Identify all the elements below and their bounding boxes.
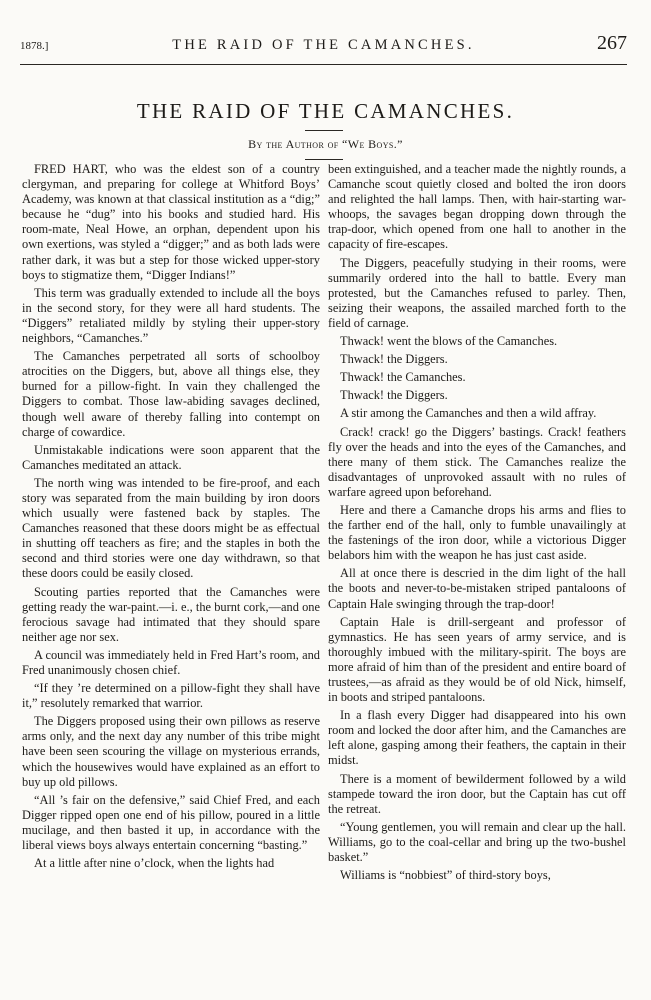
paragraph: Williams is “nobbiest” of third-story boys, — [340, 868, 551, 883]
paragraph: The north wing was intended to be fire-proof, and each story was separated from the main building by iron doors which usually were fastened back by staples. The Camanches reasoned that these doors might be as effectual in shutting off teachers as fire; and the staples in both the second and third stories were one day withdrawn, so that these doors could be easily closed. — [22, 475, 320, 581]
paragraph: Unmistakable indications were soon apparent that the Camanches meditated an attack. — [22, 442, 320, 472]
paragraph: A council was immediately held in Fred Hart’s room, and Fred unanimously chosen chief. — [22, 647, 320, 677]
paragraph: Scouting parties reported that the Camanches were getting ready the war-paint.—i. e., the burnt cork,—and one ferocious savage had intimated that they should spare neither age nor sex. — [22, 584, 320, 644]
title-divider — [305, 130, 343, 131]
paragraph: Thwack! the Diggers. — [340, 352, 448, 367]
paragraph: FRED HART, who was the eldest son of a country clergyman, and preparing for college at Whitford Boys’ Academy, was known at that classical institution as a “dig;” because he “dug” into his books and studied hard. His room-mate, Neal Howe, an orphan, dependent upon his own exertions, was styled a “digger;” and as both lads were rather dark, it was but a step for those wicked upper-story boys to stigmatize them, “Digger Indians!” — [22, 162, 320, 282]
paragraph: Captain Hale is drill-sergeant and professor of gymnastics. He has seen years of army service, and is thoroughly imbued with the military-spirit. The boys are more afraid of him than of the president and entire board of trustees,—as afraid as they would be of old Nick, himself, in boots and striped pantaloons. — [328, 614, 626, 705]
paragraph: A stir among the Camanches and then a wild affray. — [340, 406, 597, 421]
paragraph: Here and there a Camanche drops his arms and flies to the farther end of the hall, only to fumble unavailingly at the fastenings of the iron door, while a victorious Digger belabors him with the weapon he has just cast aside. — [328, 502, 626, 563]
paragraph: Thwack! went the blows of the Camanches. — [340, 334, 558, 349]
paragraph: At a little after nine o’clock, when the lights had — [34, 856, 275, 871]
paragraph: The Camanches perpetrated all sorts of schoolboy atrocities on the Diggers, but, above all things else, they burned for a pillow-fight. In vain they challenged the Diggers to combat. Those law-abiding savages declined, though well aware of thereby falling into contempt on charge of cowardice. — [22, 349, 320, 439]
page-number: 267 — [597, 32, 627, 54]
header-rule — [20, 64, 627, 65]
paragraph: The Diggers proposed using their own pillows as reserve arms only, and the next day any number of this tribe might have been seen scouring the village on mysterious errands, which the housewives would have explained as an effort to buy up old pillows. — [22, 714, 320, 789]
paragraph: All at once there is descried in the dim light of the hall the boots and never-to-be-mistaken striped pantaloons of Captain Hale swinging through the trap-door! — [328, 566, 626, 611]
paragraph: In a flash every Digger had disappeared into his own room and locked the door after him, and the Camanches are left alone, gasping among their feathers, the captain in their midst. — [328, 708, 626, 768]
right-column — [328, 162, 626, 886]
paragraph: “All ’s fair on the defensive,” said Chief Fred, and each Digger ripped open one end of his pillow, poured in a little mucilage, and then basted it up, in accordance with the liberal views boys always entertain concerning “basting.” — [22, 792, 320, 853]
paragraph: been extinguished, and a teacher made the nightly rounds, a Camanche scout quietly closed and bolted the iron doors and relighted the hall lamps. Then, with hair-starting war-whoops, the savages began dropping down through the trap-door, which opened from one hall to another in the capacity of fire-escapes. — [328, 162, 626, 252]
paragraph: Thwack! the Camanches. — [340, 370, 466, 385]
left-column — [22, 162, 320, 874]
running-head-title: THE RAID OF THE CAMANCHES. — [172, 37, 475, 53]
paragraph: This term was gradually extended to include all the boys in the second story, for they were all hard students. The “Diggers” retaliated mildly by styling their upper-story neighbors, “Camanches.” — [22, 285, 320, 346]
running-head-year: 1878.] — [20, 40, 49, 52]
paragraph: The Diggers, peacefully studying in their rooms, were summarily ordered into the hall to battle. Every man protested, but the Camanches refused to parley. Then, seizing their weapons, the assailed marched forth to the field of carnage. — [328, 255, 626, 330]
paragraph: “Young gentlemen, you will remain and clear up the hall. Williams, go to the coal-cellar and bring up the two-bushel basket.” — [328, 819, 626, 865]
article-title: THE RAID OF THE CAMANCHES. — [136, 99, 515, 123]
paragraph: “If they ’re determined on a pillow-fight they shall have it,” resolutely remarked that warrior. — [22, 681, 320, 711]
paragraph: Thwack! the Diggers. — [340, 388, 448, 403]
article-byline: By the Author of “We Boys.” — [248, 137, 403, 151]
running-head — [20, 34, 627, 56]
byline-divider — [305, 159, 343, 160]
paragraph: There is a moment of bewilderment followed by a wild stampede toward the iron door, but the Captain has cut off the retreat. — [328, 771, 626, 816]
paragraph: Crack! crack! go the Diggers’ bastings. Crack! feathers fly over the heads and into the eyes of the Camanches, and there many of them stick. The Camanches realize the disadvantages of unprovoked assault with no rules of warfare agreed upon beforehand. — [328, 424, 626, 499]
